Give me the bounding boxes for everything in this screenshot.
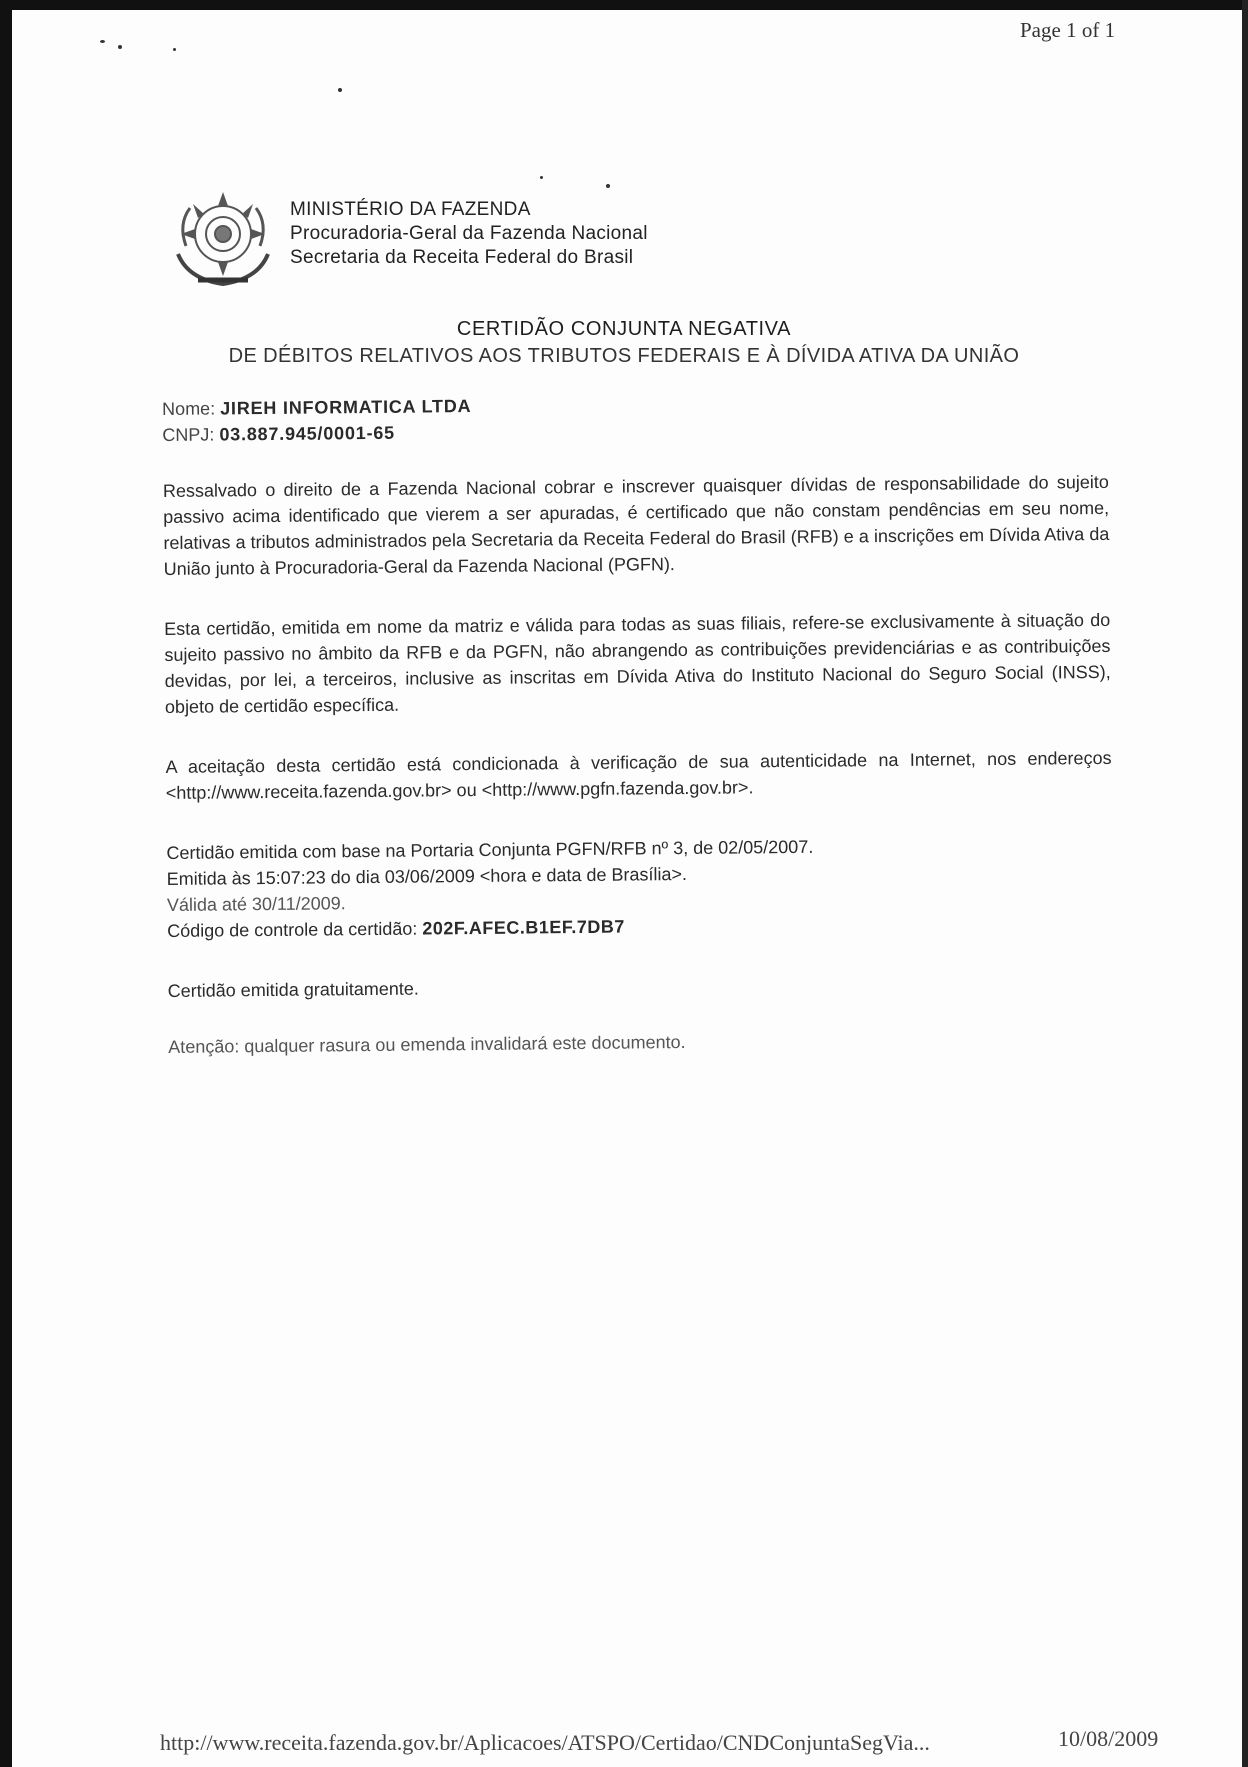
portaria-line: Certidão emitida com base na Portaria Conjunta PGFN/RFB nº 3, de 02/05/2007. — [166, 836, 814, 863]
attention-note: Atenção: qualquer rasura ou emenda invalidará este documento. — [168, 1032, 686, 1057]
scan-speck — [100, 40, 105, 43]
free-issue-note: Certidão emitida gratuitamente. — [167, 978, 419, 1001]
control-code: 202F.AFEC.B1EF.7DB7 — [422, 916, 625, 939]
control-code-line: Código de controle da certidão: 202F.AFEC.B1EF.7DB7 — [167, 916, 625, 941]
paragraph-ressalva: Ressalvado o direito de a Fazenda Nacional cobrar e inscrever quaisquer dívidas de responsabilidade do sujeito passivo acima identificado que vierem a ser apuradas, é certificado que não constam pendências em seu nome, relativas a tributos administrados pela Secretaria da Receita Federal do Brasil (RFB) e a inscrições em Dívida Ativa da União junto à Procuradoria-Geral da Fazenda Nacional (PGFN). — [162, 471, 1110, 579]
brazil-coat-of-arms-icon — [168, 184, 278, 294]
title-line-2: DE DÉBITOS RELATIVOS AOS TRIBUTOS FEDERAIS E À DÍVIDA ATIVA DA UNIÃO — [228, 345, 1020, 367]
taxpayer-cnpj: CNPJ: 03.887.945/0001-65 — [162, 422, 396, 445]
footer-url: http://www.receita.fazenda.gov.br/Aplicacoes/ATSPO/Certidao/CNDConjuntaSegVia... — [160, 1730, 930, 1755]
scan-speck — [338, 88, 342, 92]
ministry-name: MINISTÉRIO DA FAZENDA — [290, 199, 531, 220]
letterhead — [160, 180, 760, 300]
page-number: Page 1 of 1 — [1020, 18, 1116, 42]
footer-date: 10/08/2009 — [1058, 1726, 1159, 1751]
scan-border-top — [0, 0, 1248, 10]
certificate-title — [0, 318, 1248, 368]
valid-until-line: Válida até 30/11/2009. — [166, 893, 346, 915]
certificate-body — [162, 387, 1114, 1060]
scan-border-right — [1242, 0, 1248, 1767]
scan-speck — [173, 48, 176, 51]
taxpayer-name: Nome: JIREH INFORMATICA LTDA — [162, 396, 472, 419]
paragraph-authenticity: A aceitação desta certidão está condicionada à verificação de sua autenticidade na Internet, nos endereços <http://www.receita.fazenda.gov.br> ou <http://www.pgfn.fazenda.gov.br>. — [165, 747, 1112, 803]
title-line-1: CERTIDÃO CONJUNTA NEGATIVA — [456, 318, 792, 340]
issued-line: Emitida às 15:07:23 do dia 03/06/2009 <hora e data de Brasília>. — [166, 863, 688, 889]
paragraph-scope: Esta certidão, emitida em nome da matriz e válida para todas as suas filiais, refere-se exclusivamente à situação do sujeito passivo no âmbito da RFB e da PGFN, não abrangendo as contribuições previdenciárias e as contribuições devidas, por lei, a terceiros, inclusive as inscritas em Dívida Ativa do Instituto Nacional do Seguro Social (INSS), objeto de certidão específica. — [164, 609, 1111, 717]
scan-speck — [540, 176, 543, 179]
pgfn-name: Procuradoria-Geral da Fazenda Nacional — [290, 223, 648, 244]
scan-speck — [118, 45, 122, 49]
rfb-name: Secretaria da Receita Federal do Brasil — [290, 247, 634, 268]
scan-border-left — [0, 0, 12, 1767]
